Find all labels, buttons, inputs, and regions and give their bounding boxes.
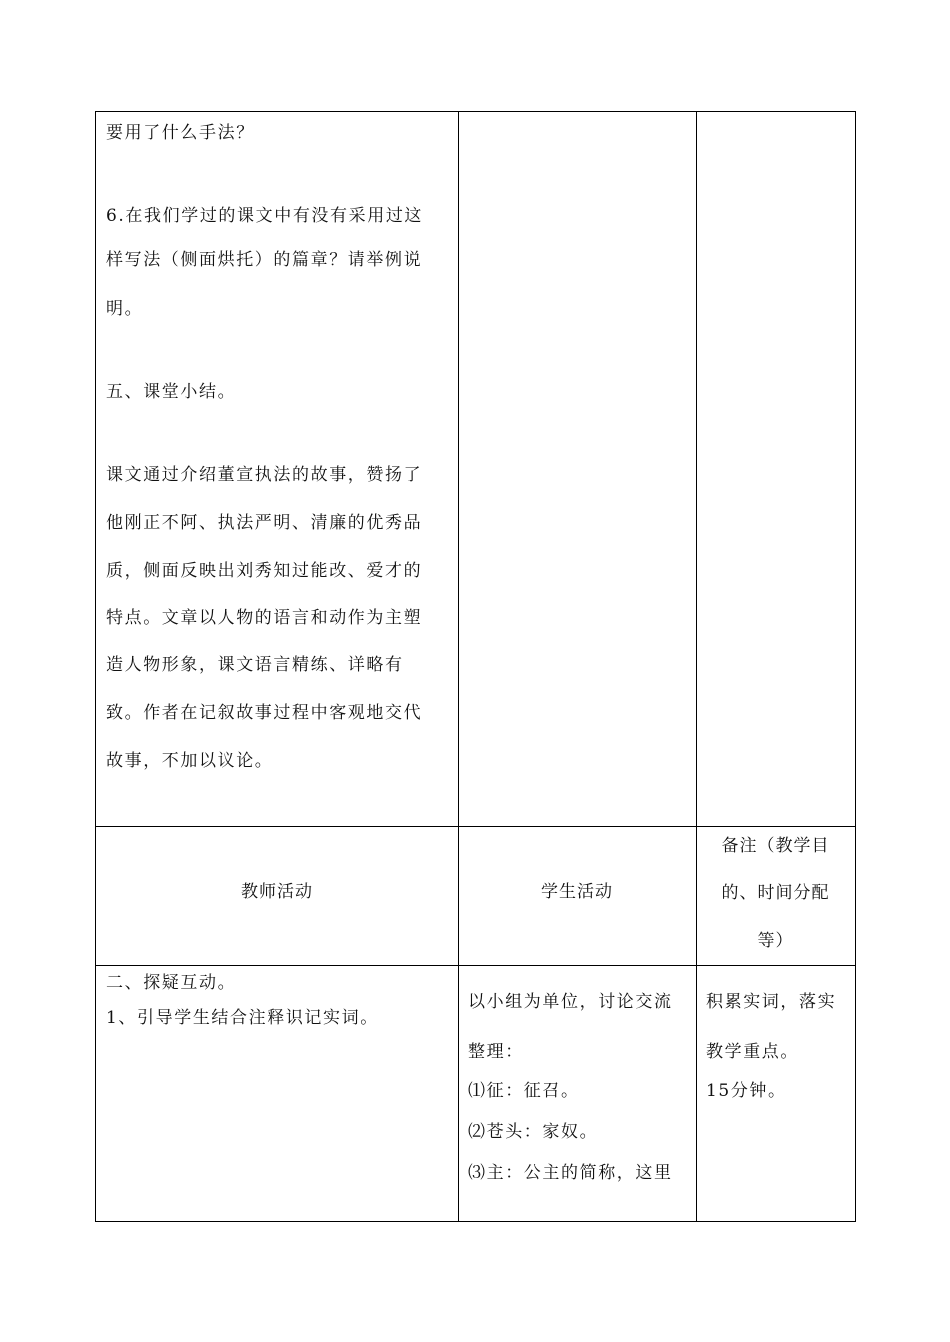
notes-line: 教学重点。 — [706, 1042, 799, 1062]
header-notes-line: 等） — [757, 931, 794, 951]
summary-line: 质，侧面反映出刘秀知过能改、爱才的 — [106, 561, 423, 581]
header-student-cell — [458, 826, 696, 965]
question-6-line: 明。 — [106, 299, 144, 319]
header-notes-cell — [696, 826, 855, 965]
student-line: ⑴征：征召。 — [468, 1081, 580, 1101]
bottom-notes-cell — [696, 965, 855, 1221]
bottom-student-cell — [458, 965, 696, 1221]
top-teacher-cell — [96, 112, 458, 826]
text-line: 要用了什么手法？ — [106, 123, 255, 143]
summary-line: 特点。文章以人物的语言和动作为主塑 — [106, 608, 423, 628]
header-notes-line: 备注（教学目 — [721, 836, 830, 856]
header-student-activity: 学生活动 — [541, 882, 613, 902]
student-line: ⑶主：公主的简称，这里 — [468, 1163, 673, 1183]
header-teacher-cell — [96, 826, 458, 965]
lesson-plan-table — [95, 111, 856, 1222]
summary-line: 他刚正不阿、执法严明、清廉的优秀品 — [106, 513, 423, 533]
notes-line: 15分钟。 — [706, 1081, 787, 1101]
summary-heading: 五、课堂小结。 — [106, 382, 237, 402]
section-heading: 二、探疑互动。 — [106, 973, 237, 993]
student-line: ⑵苍头：家奴。 — [468, 1122, 599, 1142]
teacher-step: 1、引导学生结合注释识记实词。 — [106, 1008, 379, 1028]
summary-line: 致。作者在记叙故事过程中客观地交代 — [106, 703, 423, 723]
bottom-teacher-cell — [96, 965, 458, 1221]
question-6-line: 样写法（侧面烘托）的篇章？请举例说 — [106, 250, 423, 270]
notes-line: 积累实词，落实 — [706, 992, 837, 1012]
question-6-line: 6.在我们学过的课文中有没有采用过这 — [106, 206, 424, 226]
header-notes-line: 的、时间分配 — [721, 883, 830, 903]
summary-line: 造人物形象，课文语言精练、详略有 — [106, 655, 404, 675]
summary-line: 故事，不加以议论。 — [106, 751, 274, 771]
header-teacher-activity: 教师活动 — [241, 882, 313, 902]
student-line: 以小组为单位，讨论交流 — [468, 992, 673, 1012]
student-line: 整理： — [468, 1042, 524, 1062]
summary-line: 课文通过介绍董宣执法的故事，赞扬了 — [106, 465, 423, 485]
